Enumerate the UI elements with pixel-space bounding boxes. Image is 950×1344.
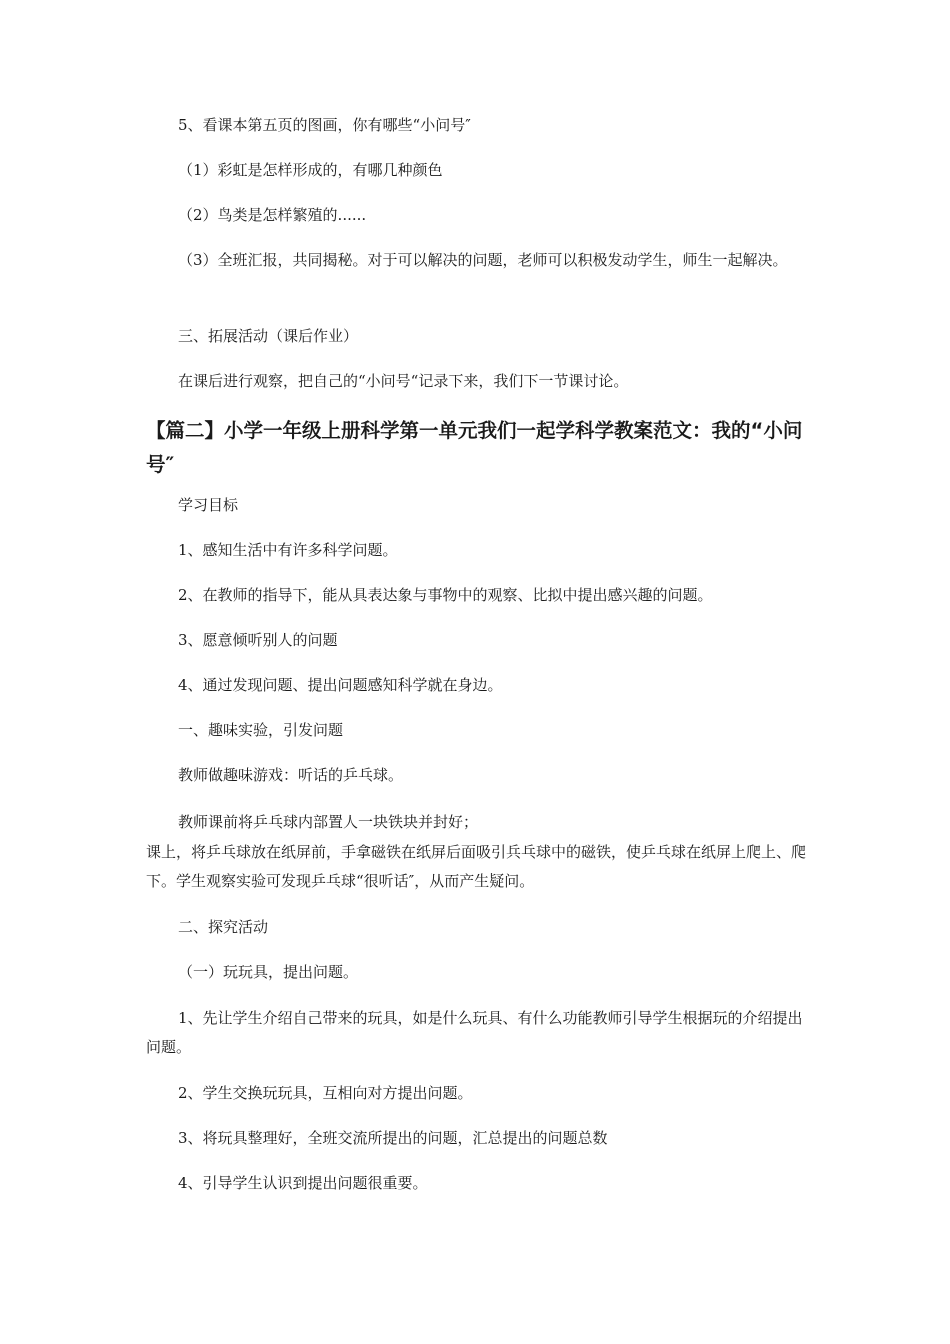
part2-item-3: 3、将玩具整理好，全班交流所提出的问题，汇总提出的问题总数 [178,1129,608,1147]
part1-text-3: 课上，将乒乓球放在纸屏前，手拿磁铁在纸屏后面吸引兵乓球中的磁铁，使乒乓球在纸屏上爬上、爬下。学生观察实验可发现乒乓球“很听话″，从而产生疑问。 [146,843,807,890]
part1-text-1: 教师做趣味游戏：听话的乒乓球。 [178,766,404,784]
part1-text-2: 教师课前将乒乓球内部置人一块铁块并封好； [178,813,479,831]
goals-heading: 学习目标 [178,496,239,514]
part2-heading: 二、探究活动 [178,918,269,936]
part2-item-1: 1、先让学生介绍自己带来的玩具，如是什么玩具、有什么功能教师引导学生根据玩的介绍提出问题。 [146,1009,803,1056]
item-5: 5、看课本第五页的图画，你有哪些“小问号″ [178,116,471,134]
section-title: 【篇二】小学一年级上册科学第一单元我们一起学科学教案范文：我的“小问号″ [146,419,803,476]
extension-text: 在课后进行观察，把自己的“小问号“记录下来，我们下一节课讨论。 [178,372,629,390]
question-3: （3）全班汇报，共同揭秘。对于可以解决的问题，老师可以积极发动学生，师生一起解决。 [178,251,788,269]
part2-subheading: （一）玩玩具，提出问题。 [178,963,359,981]
part1-heading: 一、趣味实验，引发问题 [178,721,344,739]
goal-3: 3、愿意倾听别人的问题 [178,631,338,649]
question-1: （1）彩虹是怎样形成的，有哪几种颜色 [178,161,443,179]
extension-heading: 三、拓展活动（课后作业） [178,327,359,345]
goal-4: 4、通过发现问题、提出问题感知科学就在身边。 [178,676,503,694]
part2-item-2: 2、学生交换玩玩具，互相向对方提出问题。 [178,1084,473,1102]
question-2: （2）鸟类是怎样繁殖的...... [178,206,367,224]
goal-1: 1、感知生活中有许多科学问题。 [178,541,398,559]
part2-item-4: 4、引导学生认识到提出问题很重要。 [178,1174,428,1192]
goal-2: 2、在教师的指导下，能从具表达象与事物中的观察、比拟中提出感兴趣的问题。 [178,586,713,604]
